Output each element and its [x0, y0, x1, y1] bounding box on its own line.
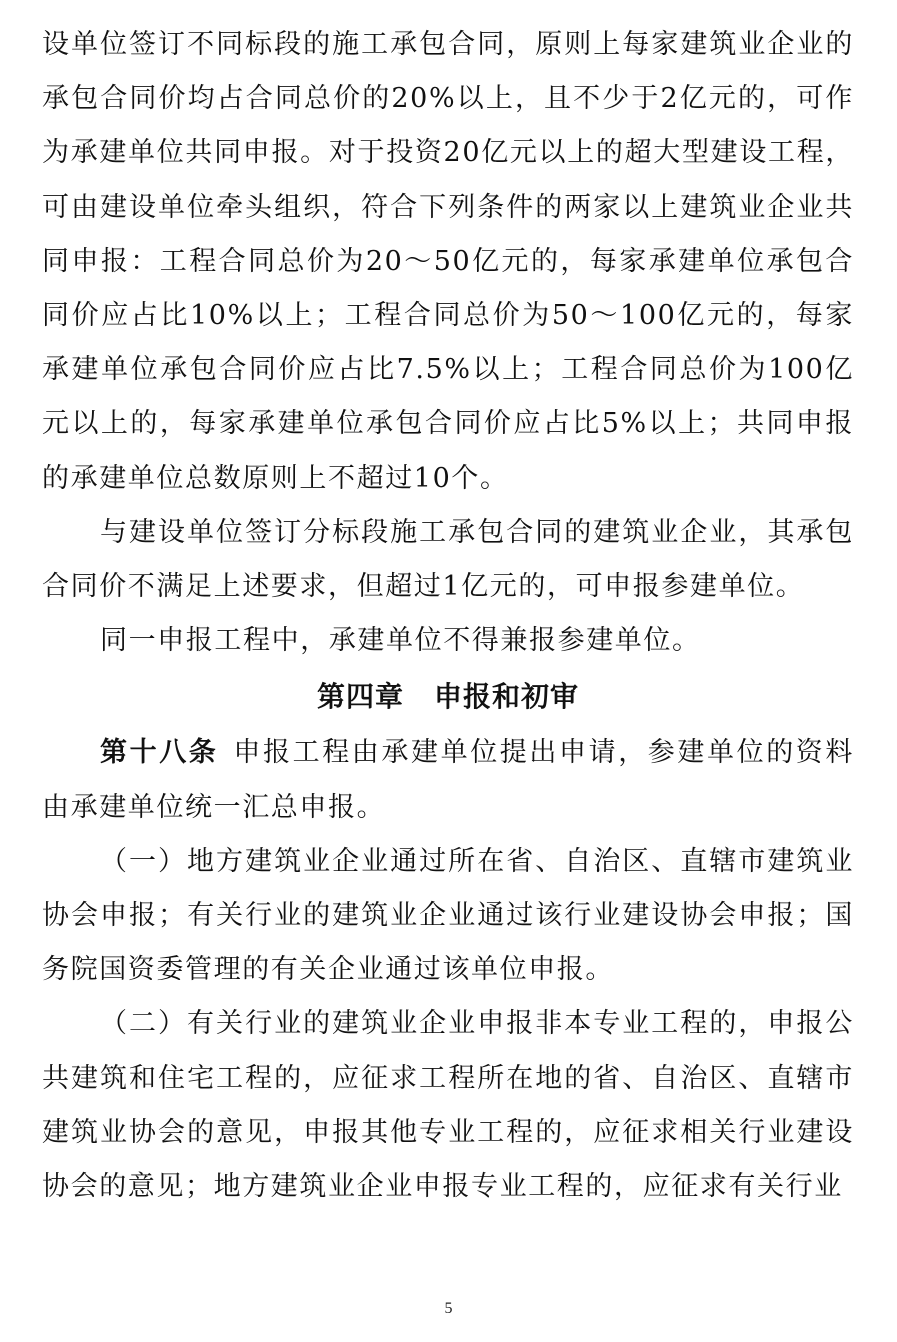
article-18-paragraph [42, 726, 854, 834]
article-18-item-1: （一）地方建筑业企业通过所在省、自治区、直辖市建筑业协会申报；有关行业的建筑业企业通过该行业建设协会申报；国务院国资委管理的有关企业通过该单位申报。 [42, 845, 854, 986]
article-18-text: 申报工程由承建单位提出申请，参建单位的资料由承建单位统一汇总申报。 [42, 737, 854, 823]
chapter-heading [42, 668, 854, 726]
chapter-title: 申报和初审 [434, 680, 580, 714]
article-18-item-2: （二）有关行业的建筑业企业申报非本专业工程的，申报公共建筑和住宅工程的，应征求工程所在地的省、自治区、直辖市建筑业协会的意见，申报其他专业工程的，应征求相关行业建设协会的意见；地方建筑业企业申报专业工程的，应征求有关行业 [42, 1008, 854, 1203]
chapter-number: 第四章 [316, 680, 404, 714]
page-body [42, 18, 854, 1214]
paragraph-no-dual-application: 同一申报工程中，承建单位不得兼报参建单位。 [100, 625, 701, 657]
paragraph-section-contract-participants: 与建设单位签订分标段施工承包合同的建筑业企业，其承包合同价不满足上述要求，但超过1亿元的，可申报参建单位。 [42, 516, 854, 603]
article-18-label: 第十八条 [100, 737, 219, 769]
paragraph-joint-application-rules: 设单位签订不同标段的施工承包合同，原则上每家建筑业企业的承包合同价均占合同总价的20%以上，且不少于2亿元的，可作为承建单位共同申报。对于投资20亿元以上的超大型建设工程，可由建设单位牵头组织，符合下列条件的两家以上建筑业企业共同申报：工程合同总价为20～50亿元的，每家承建单位承包合同价应占比10%以上；工程合同总价为50～100亿元的，每家承建单位承包合同价应占比7.5%以上；工程合同总价为100亿元以上的，每家承建单位承包合同价应占比5%以上；共同申报的承建单位总数原则上不超过10个。 [42, 29, 854, 494]
page-number: 5 [444, 1300, 453, 1317]
